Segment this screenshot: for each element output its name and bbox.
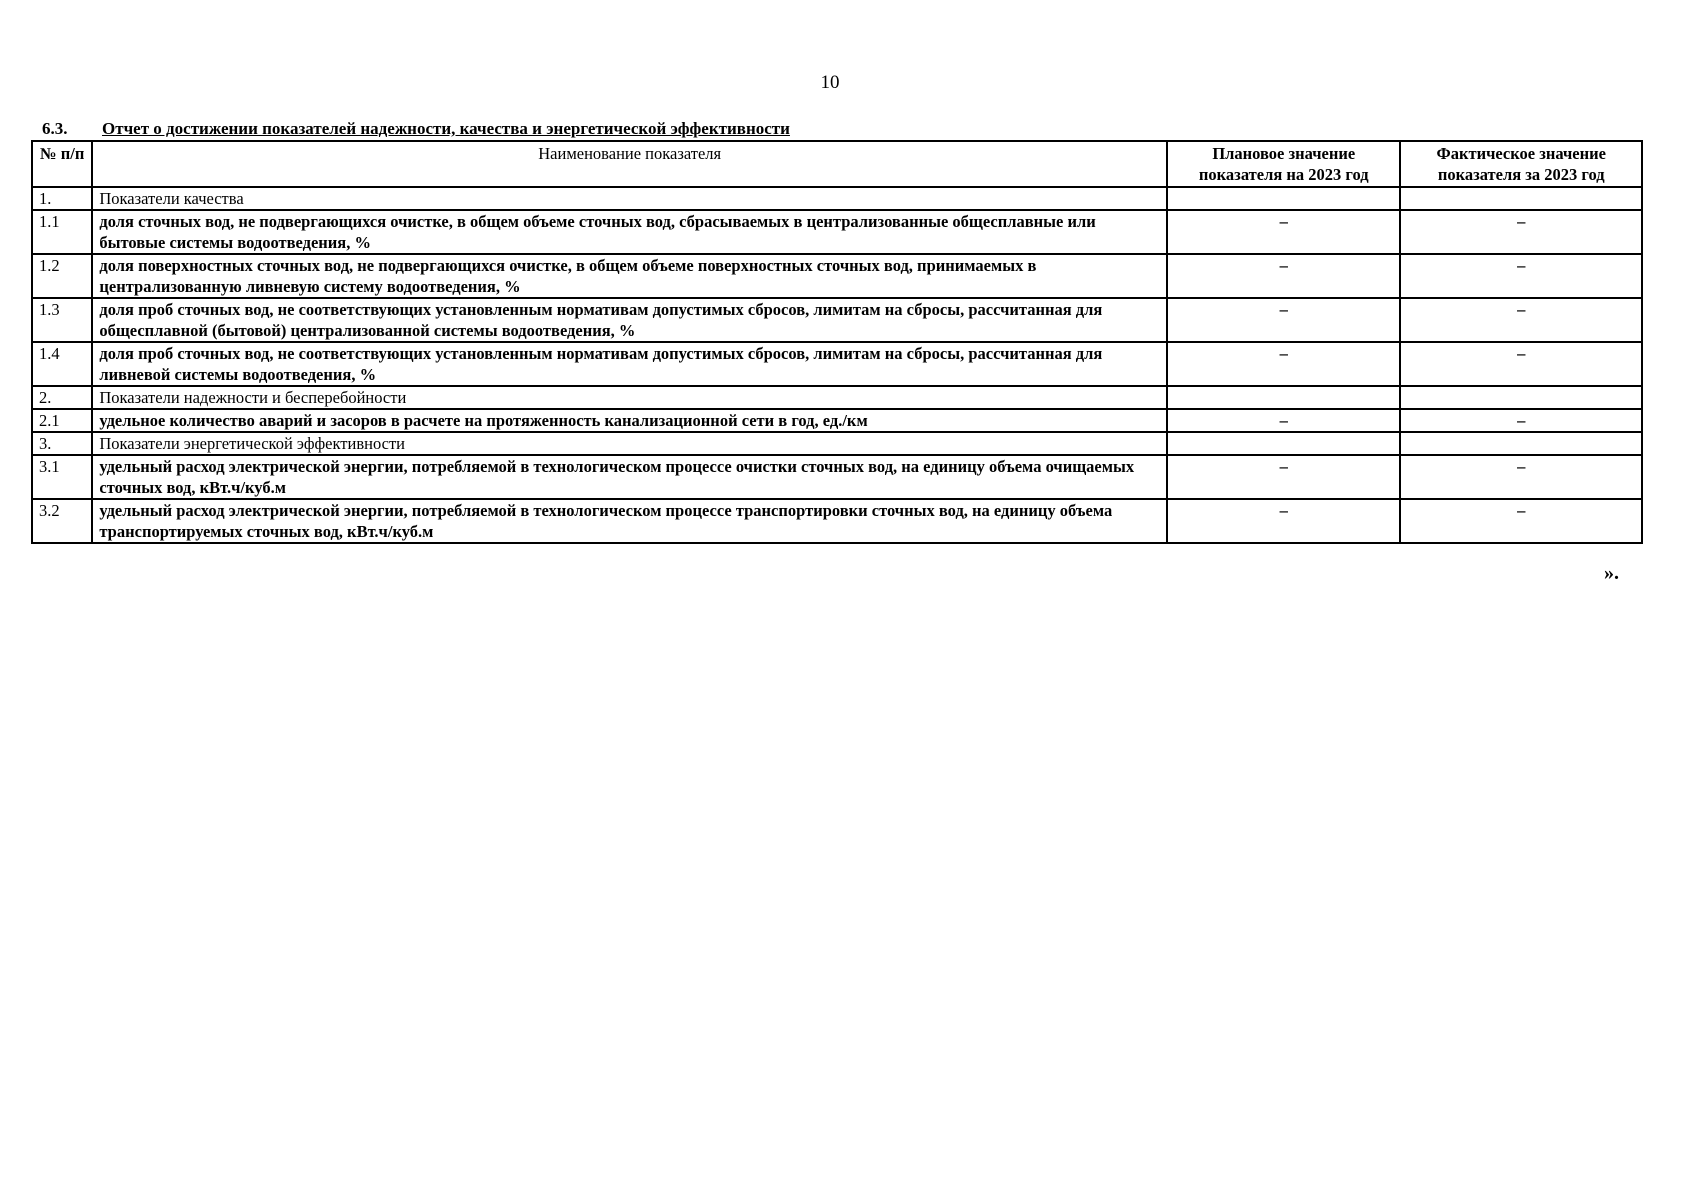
row-name: удельное количество аварий и засоров в расчете на протяженность канализационной сети в год, ед./км (92, 409, 1167, 432)
row-fact: – (1400, 210, 1642, 254)
row-number: 1.4 (32, 342, 92, 386)
row-plan (1167, 432, 1400, 455)
header-fact: Фактическое значение показателя за 2023 год (1400, 141, 1642, 187)
table-body (32, 187, 1642, 543)
section-number: 6.3. (42, 119, 68, 138)
table-row (32, 342, 1642, 386)
table-row (32, 386, 1642, 409)
table-row (32, 432, 1642, 455)
row-number: 1.2 (32, 254, 92, 298)
row-name: доля поверхностных сточных вод, не подвергающихся очистке, в общем объеме поверхностных сточных вод, принимаемых в централизованную ливневую систему водоотведения, % (92, 254, 1167, 298)
row-number: 2. (32, 386, 92, 409)
row-fact: – (1400, 455, 1642, 499)
header-num: № п/п (32, 141, 92, 187)
section-title: Отчет о достижении показателей надежности, качества и энергетической эффективности (102, 119, 790, 138)
table-row (32, 298, 1642, 342)
table-row (32, 187, 1642, 210)
row-number: 1.1 (32, 210, 92, 254)
row-number: 1. (32, 187, 92, 210)
row-plan (1167, 187, 1400, 210)
row-plan: – (1167, 455, 1400, 499)
row-fact (1400, 187, 1642, 210)
row-number: 3.1 (32, 455, 92, 499)
row-plan: – (1167, 409, 1400, 432)
row-plan: – (1167, 254, 1400, 298)
row-plan: – (1167, 210, 1400, 254)
row-plan: – (1167, 298, 1400, 342)
section-heading (42, 119, 790, 139)
row-name: доля проб сточных вод, не соответствующих установленным нормативам допустимых сбросов, лимитам на сбросы, рассчитанная для общесплавной (бытовой) централизованной системы водоотведения, % (92, 298, 1167, 342)
row-name: доля проб сточных вод, не соответствующих установленным нормативам допустимых сбросов, лимитам на сбросы, рассчитанная для ливневой системы водоотведения, % (92, 342, 1167, 386)
row-name: Показатели надежности и бесперебойности (92, 386, 1167, 409)
table-header-row (32, 141, 1642, 187)
row-fact (1400, 432, 1642, 455)
row-fact: – (1400, 342, 1642, 386)
row-number: 1.3 (32, 298, 92, 342)
row-plan (1167, 386, 1400, 409)
row-number: 3. (32, 432, 92, 455)
row-name: удельный расход электрической энергии, потребляемой в технологическом процессе очистки сточных вод, на единицу объема очищаемых сточных вод, кВт.ч/куб.м (92, 455, 1167, 499)
page-number: 10 (820, 72, 840, 93)
table-row (32, 455, 1642, 499)
row-fact: – (1400, 409, 1642, 432)
row-name: удельный расход электрической энергии, потребляемой в технологическом процессе транспортировки сточных вод, на единицу объема транспортируемых сточных вод, кВт.ч/куб.м (92, 499, 1167, 543)
table-row (32, 409, 1642, 432)
row-fact: – (1400, 298, 1642, 342)
row-fact: – (1400, 254, 1642, 298)
closing-quote-mark: ». (1604, 562, 1619, 584)
table-row (32, 254, 1642, 298)
row-name: Показатели энергетической эффективности (92, 432, 1167, 455)
header-plan: Плановое значение показателя на 2023 год (1167, 141, 1400, 187)
row-name: доля сточных вод, не подвергающихся очистке, в общем объеме сточных вод, сбрасываемых в централизованные общесплавные или бытовые системы водоотведения, % (92, 210, 1167, 254)
row-number: 2.1 (32, 409, 92, 432)
row-fact: – (1400, 499, 1642, 543)
indicators-table (31, 140, 1643, 544)
row-number: 3.2 (32, 499, 92, 543)
row-plan: – (1167, 342, 1400, 386)
row-name: Показатели качества (92, 187, 1167, 210)
row-plan: – (1167, 499, 1400, 543)
row-fact (1400, 386, 1642, 409)
header-name: Наименование показателя (92, 141, 1167, 187)
table-row (32, 499, 1642, 543)
table-row (32, 210, 1642, 254)
